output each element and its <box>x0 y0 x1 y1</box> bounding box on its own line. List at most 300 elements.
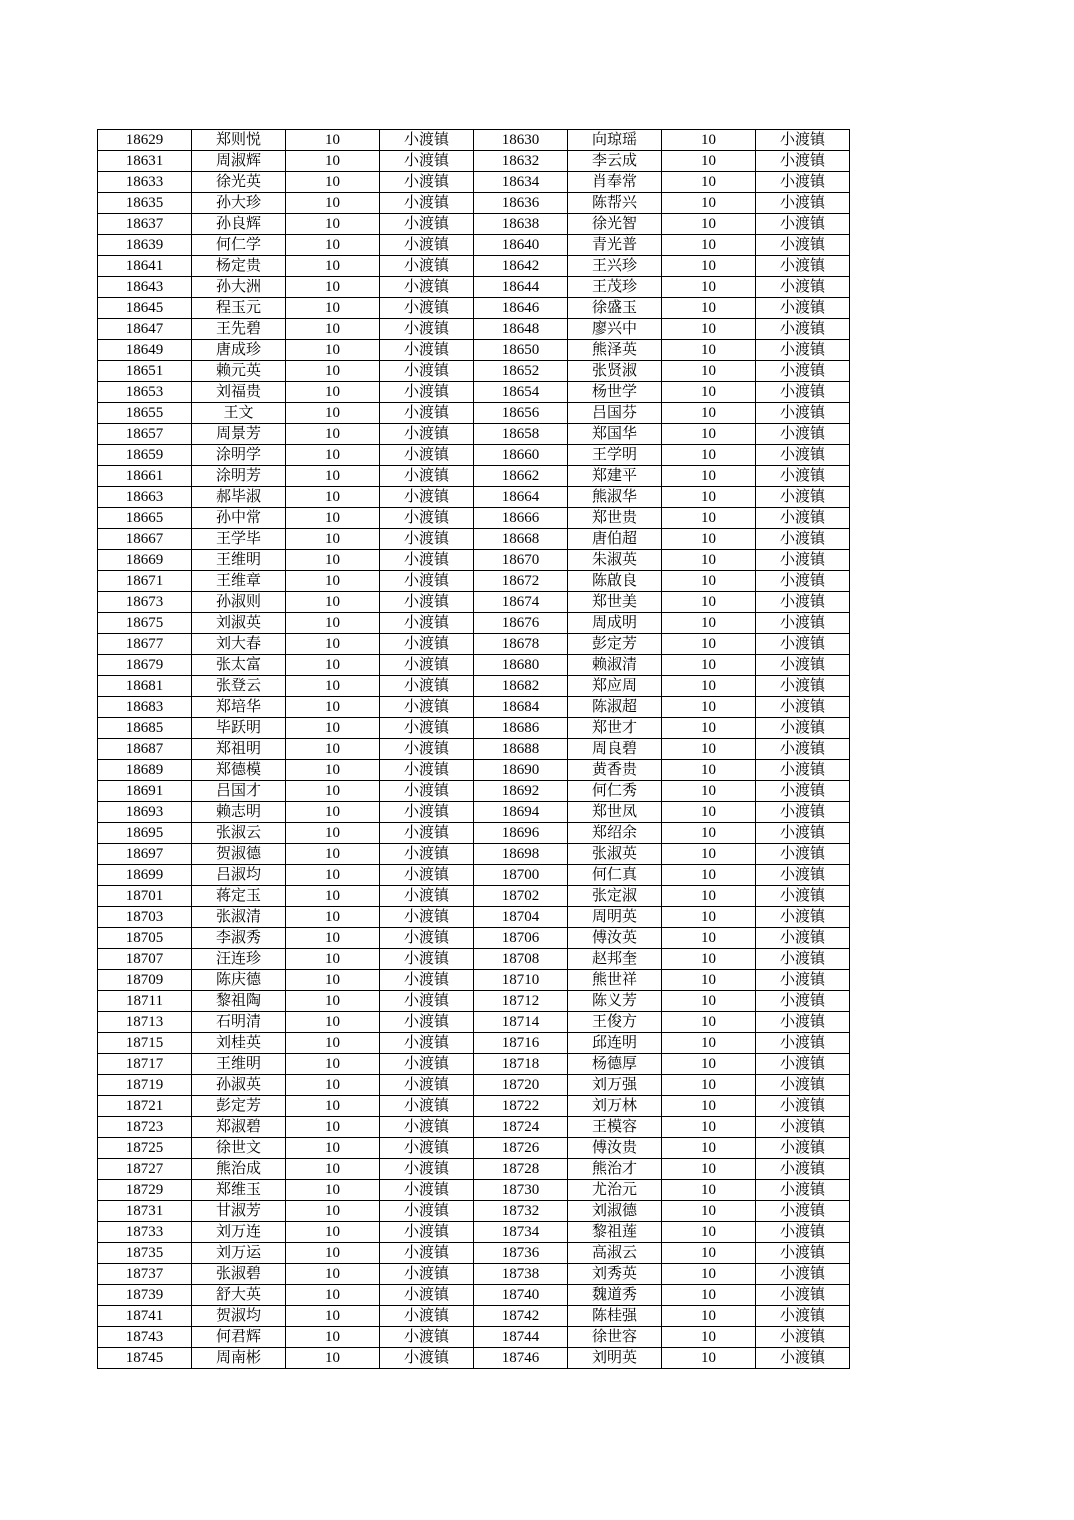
table-row <box>98 508 850 529</box>
record-id-cell: 18728 <box>474 1159 568 1180</box>
name-cell: 赖志明 <box>192 802 286 823</box>
amount-cell: 10 <box>286 1096 380 1117</box>
record-id-cell: 18723 <box>98 1117 192 1138</box>
name-cell: 涂明芳 <box>192 466 286 487</box>
town-cell: 小渡镇 <box>380 487 474 508</box>
amount-cell: 10 <box>662 739 756 760</box>
amount-cell: 10 <box>286 382 380 403</box>
table-row <box>98 1138 850 1159</box>
name-cell: 黎祖莲 <box>568 1222 662 1243</box>
record-id-cell: 18656 <box>474 403 568 424</box>
name-cell: 孙大洲 <box>192 277 286 298</box>
record-id-cell: 18722 <box>474 1096 568 1117</box>
record-id-cell: 18711 <box>98 991 192 1012</box>
town-cell: 小渡镇 <box>756 844 850 865</box>
record-id-cell: 18696 <box>474 823 568 844</box>
town-cell: 小渡镇 <box>380 928 474 949</box>
amount-cell: 10 <box>662 823 756 844</box>
record-id-cell: 18695 <box>98 823 192 844</box>
town-cell: 小渡镇 <box>756 655 850 676</box>
name-cell: 彭定芳 <box>192 1096 286 1117</box>
record-id-cell: 18709 <box>98 970 192 991</box>
town-cell: 小渡镇 <box>380 844 474 865</box>
town-cell: 小渡镇 <box>756 1159 850 1180</box>
town-cell: 小渡镇 <box>756 781 850 802</box>
name-cell: 赵邦奎 <box>568 949 662 970</box>
amount-cell: 10 <box>286 1159 380 1180</box>
amount-cell: 10 <box>662 886 756 907</box>
name-cell: 王模容 <box>568 1117 662 1138</box>
record-id-cell: 18680 <box>474 655 568 676</box>
town-cell: 小渡镇 <box>756 802 850 823</box>
town-cell: 小渡镇 <box>756 193 850 214</box>
name-cell: 周明英 <box>568 907 662 928</box>
name-cell: 肖奉常 <box>568 172 662 193</box>
town-cell: 小渡镇 <box>756 550 850 571</box>
amount-cell: 10 <box>286 1306 380 1327</box>
amount-cell: 10 <box>286 613 380 634</box>
name-cell: 陈淑超 <box>568 697 662 718</box>
record-id-cell: 18686 <box>474 718 568 739</box>
record-id-cell: 18671 <box>98 571 192 592</box>
record-id-cell: 18729 <box>98 1180 192 1201</box>
table-row <box>98 865 850 886</box>
record-id-cell: 18666 <box>474 508 568 529</box>
town-cell: 小渡镇 <box>380 529 474 550</box>
record-id-cell: 18731 <box>98 1201 192 1222</box>
table-row <box>98 949 850 970</box>
record-id-cell: 18637 <box>98 214 192 235</box>
name-cell: 徐世文 <box>192 1138 286 1159</box>
amount-cell: 10 <box>662 361 756 382</box>
amount-cell: 10 <box>662 1117 756 1138</box>
amount-cell: 10 <box>662 466 756 487</box>
name-cell: 青光普 <box>568 235 662 256</box>
table-row <box>98 760 850 781</box>
name-cell: 刘万强 <box>568 1075 662 1096</box>
amount-cell: 10 <box>662 760 756 781</box>
amount-cell: 10 <box>286 193 380 214</box>
name-cell: 徐世容 <box>568 1327 662 1348</box>
table-row <box>98 1033 850 1054</box>
amount-cell: 10 <box>286 844 380 865</box>
name-cell: 王先碧 <box>192 319 286 340</box>
table-row <box>98 151 850 172</box>
record-id-cell: 18661 <box>98 466 192 487</box>
amount-cell: 10 <box>286 1012 380 1033</box>
record-id-cell: 18647 <box>98 319 192 340</box>
record-id-cell: 18721 <box>98 1096 192 1117</box>
town-cell: 小渡镇 <box>756 403 850 424</box>
town-cell: 小渡镇 <box>756 382 850 403</box>
record-id-cell: 18640 <box>474 235 568 256</box>
amount-cell: 10 <box>286 907 380 928</box>
amount-cell: 10 <box>662 1243 756 1264</box>
town-cell: 小渡镇 <box>756 1096 850 1117</box>
name-cell: 熊治才 <box>568 1159 662 1180</box>
town-cell: 小渡镇 <box>380 739 474 760</box>
name-cell: 高淑云 <box>568 1243 662 1264</box>
record-id-cell: 18724 <box>474 1117 568 1138</box>
town-cell: 小渡镇 <box>380 592 474 613</box>
name-cell: 周淑辉 <box>192 151 286 172</box>
name-cell: 周南彬 <box>192 1348 286 1369</box>
amount-cell: 10 <box>662 193 756 214</box>
record-id-cell: 18672 <box>474 571 568 592</box>
table-row <box>98 256 850 277</box>
amount-cell: 10 <box>286 445 380 466</box>
town-cell: 小渡镇 <box>380 1201 474 1222</box>
town-cell: 小渡镇 <box>756 172 850 193</box>
town-cell: 小渡镇 <box>380 676 474 697</box>
town-cell: 小渡镇 <box>756 697 850 718</box>
name-cell: 杨世学 <box>568 382 662 403</box>
name-cell: 周景芳 <box>192 424 286 445</box>
name-cell: 李淑秀 <box>192 928 286 949</box>
record-id-cell: 18653 <box>98 382 192 403</box>
amount-cell: 10 <box>286 424 380 445</box>
town-cell: 小渡镇 <box>756 1033 850 1054</box>
record-id-cell: 18636 <box>474 193 568 214</box>
amount-cell: 10 <box>662 991 756 1012</box>
name-cell: 张定淑 <box>568 886 662 907</box>
amount-cell: 10 <box>662 1285 756 1306</box>
town-cell: 小渡镇 <box>756 928 850 949</box>
record-id-cell: 18660 <box>474 445 568 466</box>
name-cell: 傅汝英 <box>568 928 662 949</box>
table-row <box>98 844 850 865</box>
amount-cell: 10 <box>286 319 380 340</box>
table-row <box>98 571 850 592</box>
name-cell: 郑淑碧 <box>192 1117 286 1138</box>
name-cell: 刘明英 <box>568 1348 662 1369</box>
amount-cell: 10 <box>286 130 380 151</box>
record-id-cell: 18645 <box>98 298 192 319</box>
name-cell: 舒大英 <box>192 1285 286 1306</box>
record-id-cell: 18746 <box>474 1348 568 1369</box>
town-cell: 小渡镇 <box>380 802 474 823</box>
amount-cell: 10 <box>286 1264 380 1285</box>
amount-cell: 10 <box>662 676 756 697</box>
town-cell: 小渡镇 <box>380 445 474 466</box>
name-cell: 陈义芳 <box>568 991 662 1012</box>
name-cell: 毕跃明 <box>192 718 286 739</box>
amount-cell: 10 <box>286 865 380 886</box>
name-cell: 孙淑则 <box>192 592 286 613</box>
record-id-cell: 18675 <box>98 613 192 634</box>
table-row <box>98 1201 850 1222</box>
name-cell: 徐光智 <box>568 214 662 235</box>
name-cell: 张淑碧 <box>192 1264 286 1285</box>
amount-cell: 10 <box>662 1222 756 1243</box>
name-cell: 张登云 <box>192 676 286 697</box>
record-id-cell: 18734 <box>474 1222 568 1243</box>
table-row <box>98 886 850 907</box>
table-row <box>98 991 850 1012</box>
amount-cell: 10 <box>662 277 756 298</box>
town-cell: 小渡镇 <box>380 130 474 151</box>
record-id-cell: 18630 <box>474 130 568 151</box>
table-row <box>98 529 850 550</box>
name-cell: 徐光英 <box>192 172 286 193</box>
amount-cell: 10 <box>286 697 380 718</box>
town-cell: 小渡镇 <box>380 235 474 256</box>
town-cell: 小渡镇 <box>756 613 850 634</box>
record-id-cell: 18703 <box>98 907 192 928</box>
amount-cell: 10 <box>662 424 756 445</box>
record-id-cell: 18705 <box>98 928 192 949</box>
amount-cell: 10 <box>286 1117 380 1138</box>
record-id-cell: 18699 <box>98 865 192 886</box>
town-cell: 小渡镇 <box>380 424 474 445</box>
amount-cell: 10 <box>662 130 756 151</box>
amount-cell: 10 <box>662 1138 756 1159</box>
name-cell: 贺淑均 <box>192 1306 286 1327</box>
amount-cell: 10 <box>286 1285 380 1306</box>
name-cell: 郑则悦 <box>192 130 286 151</box>
record-id-cell: 18643 <box>98 277 192 298</box>
town-cell: 小渡镇 <box>756 991 850 1012</box>
record-id-cell: 18744 <box>474 1327 568 1348</box>
town-cell: 小渡镇 <box>380 466 474 487</box>
table-row <box>98 466 850 487</box>
town-cell: 小渡镇 <box>380 298 474 319</box>
record-id-cell: 18663 <box>98 487 192 508</box>
amount-cell: 10 <box>286 991 380 1012</box>
amount-cell: 10 <box>662 340 756 361</box>
amount-cell: 10 <box>286 151 380 172</box>
town-cell: 小渡镇 <box>756 508 850 529</box>
name-cell: 熊泽英 <box>568 340 662 361</box>
town-cell: 小渡镇 <box>756 1222 850 1243</box>
name-cell: 涂明学 <box>192 445 286 466</box>
record-id-cell: 18664 <box>474 487 568 508</box>
amount-cell: 10 <box>286 361 380 382</box>
table-row <box>98 1096 850 1117</box>
amount-cell: 10 <box>662 403 756 424</box>
name-cell: 赖元英 <box>192 361 286 382</box>
town-cell: 小渡镇 <box>756 151 850 172</box>
town-cell: 小渡镇 <box>756 739 850 760</box>
record-id-cell: 18633 <box>98 172 192 193</box>
town-cell: 小渡镇 <box>380 1075 474 1096</box>
amount-cell: 10 <box>286 928 380 949</box>
name-cell: 郑维玉 <box>192 1180 286 1201</box>
name-cell: 程玉元 <box>192 298 286 319</box>
record-id-cell: 18698 <box>474 844 568 865</box>
name-cell: 孙中常 <box>192 508 286 529</box>
table-row <box>98 403 850 424</box>
amount-cell: 10 <box>662 1327 756 1348</box>
name-cell: 郑德模 <box>192 760 286 781</box>
table-row <box>98 382 850 403</box>
record-id-cell: 18716 <box>474 1033 568 1054</box>
table-row <box>98 613 850 634</box>
name-cell: 李云成 <box>568 151 662 172</box>
town-cell: 小渡镇 <box>380 760 474 781</box>
amount-cell: 10 <box>662 697 756 718</box>
town-cell: 小渡镇 <box>380 907 474 928</box>
record-id-cell: 18669 <box>98 550 192 571</box>
town-cell: 小渡镇 <box>380 634 474 655</box>
town-cell: 小渡镇 <box>756 340 850 361</box>
town-cell: 小渡镇 <box>380 151 474 172</box>
town-cell: 小渡镇 <box>756 1012 850 1033</box>
amount-cell: 10 <box>662 1201 756 1222</box>
name-cell: 刘淑英 <box>192 613 286 634</box>
record-id-cell: 18710 <box>474 970 568 991</box>
name-cell: 郑世贵 <box>568 508 662 529</box>
town-cell: 小渡镇 <box>380 991 474 1012</box>
town-cell: 小渡镇 <box>380 382 474 403</box>
record-id-cell: 18737 <box>98 1264 192 1285</box>
amount-cell: 10 <box>286 298 380 319</box>
record-id-cell: 18743 <box>98 1327 192 1348</box>
table-row <box>98 1327 850 1348</box>
record-id-cell: 18681 <box>98 676 192 697</box>
town-cell: 小渡镇 <box>380 1285 474 1306</box>
amount-cell: 10 <box>662 529 756 550</box>
record-id-cell: 18700 <box>474 865 568 886</box>
name-cell: 郑建平 <box>568 466 662 487</box>
town-cell: 小渡镇 <box>380 1180 474 1201</box>
town-cell: 小渡镇 <box>756 529 850 550</box>
record-id-cell: 18662 <box>474 466 568 487</box>
amount-cell: 10 <box>286 592 380 613</box>
record-id-cell: 18684 <box>474 697 568 718</box>
amount-cell: 10 <box>286 1222 380 1243</box>
table-row <box>98 298 850 319</box>
amount-cell: 10 <box>286 571 380 592</box>
town-cell: 小渡镇 <box>380 949 474 970</box>
town-cell: 小渡镇 <box>756 424 850 445</box>
name-cell: 王维明 <box>192 1054 286 1075</box>
record-id-cell: 18659 <box>98 445 192 466</box>
amount-cell: 10 <box>286 214 380 235</box>
record-id-cell: 18704 <box>474 907 568 928</box>
amount-cell: 10 <box>286 550 380 571</box>
record-id-cell: 18629 <box>98 130 192 151</box>
town-cell: 小渡镇 <box>756 1285 850 1306</box>
record-id-cell: 18692 <box>474 781 568 802</box>
amount-cell: 10 <box>286 487 380 508</box>
name-cell: 郑绍余 <box>568 823 662 844</box>
name-cell: 孙大珍 <box>192 193 286 214</box>
record-id-cell: 18682 <box>474 676 568 697</box>
town-cell: 小渡镇 <box>756 298 850 319</box>
record-id-cell: 18632 <box>474 151 568 172</box>
amount-cell: 10 <box>286 1180 380 1201</box>
amount-cell: 10 <box>662 298 756 319</box>
record-id-cell: 18706 <box>474 928 568 949</box>
record-id-cell: 18732 <box>474 1201 568 1222</box>
record-id-cell: 18740 <box>474 1285 568 1306</box>
name-cell: 刘淑德 <box>568 1201 662 1222</box>
amount-cell: 10 <box>662 1096 756 1117</box>
table-row <box>98 634 850 655</box>
amount-cell: 10 <box>286 340 380 361</box>
record-id-cell: 18657 <box>98 424 192 445</box>
name-cell: 熊治成 <box>192 1159 286 1180</box>
record-id-cell: 18708 <box>474 949 568 970</box>
table-row <box>98 550 850 571</box>
town-cell: 小渡镇 <box>756 1243 850 1264</box>
record-id-cell: 18719 <box>98 1075 192 1096</box>
record-id-cell: 18726 <box>474 1138 568 1159</box>
record-id-cell: 18679 <box>98 655 192 676</box>
amount-cell: 10 <box>286 1348 380 1369</box>
record-id-cell: 18651 <box>98 361 192 382</box>
name-cell: 王学明 <box>568 445 662 466</box>
record-id-cell: 18649 <box>98 340 192 361</box>
town-cell: 小渡镇 <box>756 1180 850 1201</box>
amount-cell: 10 <box>286 529 380 550</box>
amount-cell: 10 <box>286 277 380 298</box>
name-cell: 刘大春 <box>192 634 286 655</box>
town-cell: 小渡镇 <box>380 256 474 277</box>
town-cell: 小渡镇 <box>380 403 474 424</box>
town-cell: 小渡镇 <box>756 1327 850 1348</box>
town-cell: 小渡镇 <box>380 823 474 844</box>
amount-cell: 10 <box>662 1306 756 1327</box>
table-row <box>98 1054 850 1075</box>
town-cell: 小渡镇 <box>756 676 850 697</box>
name-cell: 孙良辉 <box>192 214 286 235</box>
amount-cell: 10 <box>286 172 380 193</box>
amount-cell: 10 <box>662 1348 756 1369</box>
name-cell: 陈庆德 <box>192 970 286 991</box>
town-cell: 小渡镇 <box>380 1159 474 1180</box>
record-id-cell: 18687 <box>98 739 192 760</box>
town-cell: 小渡镇 <box>380 361 474 382</box>
town-cell: 小渡镇 <box>756 361 850 382</box>
record-id-cell: 18701 <box>98 886 192 907</box>
name-cell: 张淑英 <box>568 844 662 865</box>
name-cell: 唐成珍 <box>192 340 286 361</box>
record-id-cell: 18635 <box>98 193 192 214</box>
name-cell: 郑世凤 <box>568 802 662 823</box>
roster-table <box>97 129 850 1369</box>
name-cell: 郑国华 <box>568 424 662 445</box>
amount-cell: 10 <box>662 1180 756 1201</box>
table-row <box>98 1180 850 1201</box>
town-cell: 小渡镇 <box>756 571 850 592</box>
name-cell: 唐伯超 <box>568 529 662 550</box>
town-cell: 小渡镇 <box>756 823 850 844</box>
town-cell: 小渡镇 <box>380 1222 474 1243</box>
town-cell: 小渡镇 <box>380 1096 474 1117</box>
town-cell: 小渡镇 <box>756 277 850 298</box>
amount-cell: 10 <box>662 592 756 613</box>
name-cell: 邱连明 <box>568 1033 662 1054</box>
town-cell: 小渡镇 <box>380 697 474 718</box>
name-cell: 徐盛玉 <box>568 298 662 319</box>
town-cell: 小渡镇 <box>756 760 850 781</box>
town-cell: 小渡镇 <box>756 1117 850 1138</box>
town-cell: 小渡镇 <box>380 1306 474 1327</box>
town-cell: 小渡镇 <box>380 613 474 634</box>
name-cell: 刘万连 <box>192 1222 286 1243</box>
record-id-cell: 18646 <box>474 298 568 319</box>
record-id-cell: 18730 <box>474 1180 568 1201</box>
town-cell: 小渡镇 <box>756 718 850 739</box>
table-row <box>98 718 850 739</box>
town-cell: 小渡镇 <box>380 277 474 298</box>
amount-cell: 10 <box>286 634 380 655</box>
name-cell: 郑世才 <box>568 718 662 739</box>
town-cell: 小渡镇 <box>380 319 474 340</box>
record-id-cell: 18717 <box>98 1054 192 1075</box>
